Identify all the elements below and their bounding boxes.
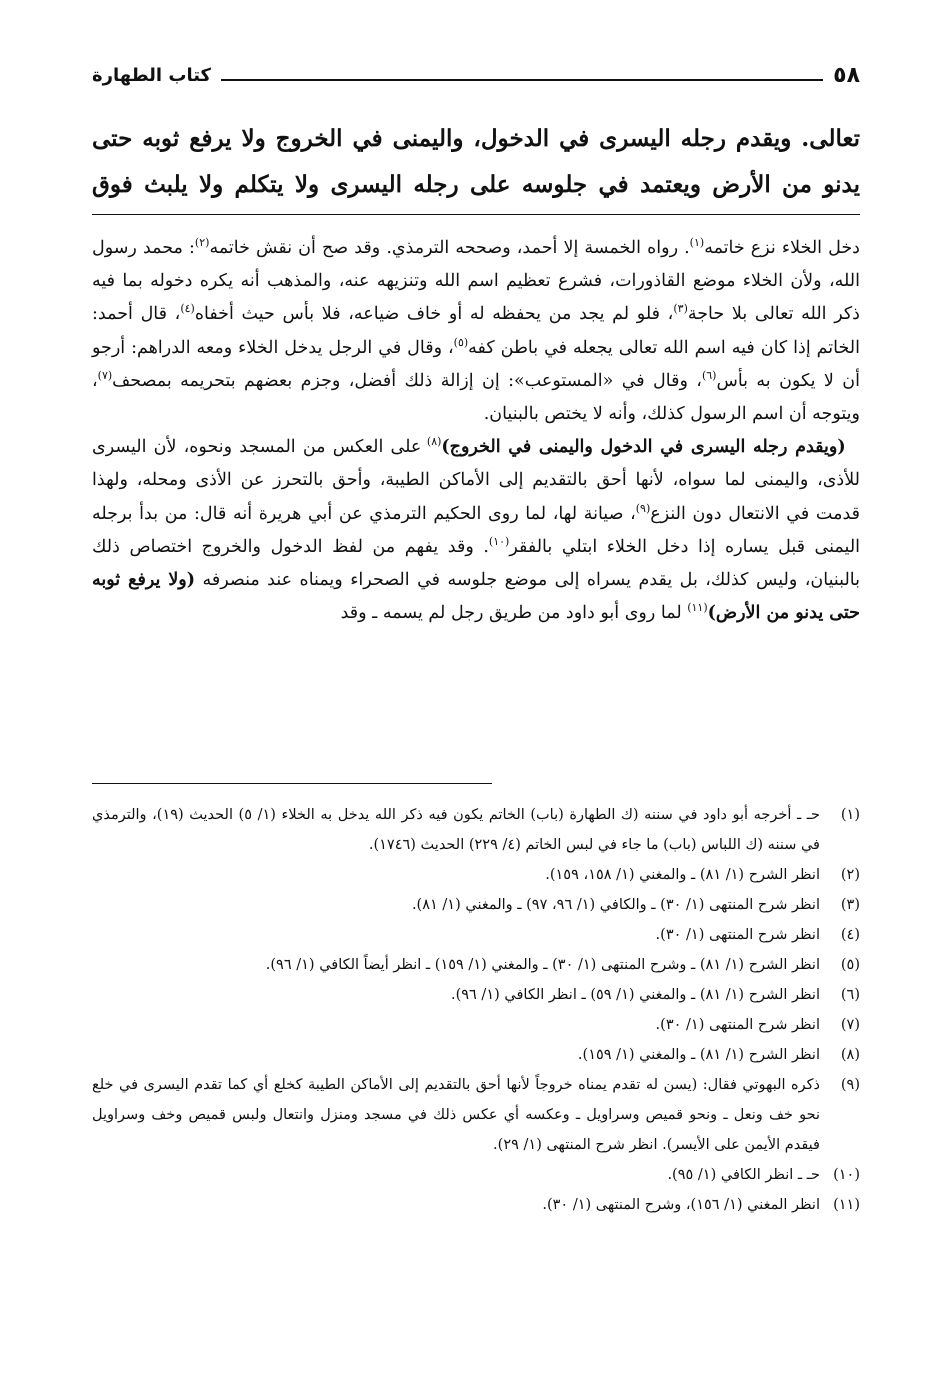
commentary bbox=[92, 232, 860, 630]
text-run: على العكس من المسجد ونحوه، لأن اليسرى للأذى، واليمنى لما سواه، لأنها أحق بالتقديم إلى الأماكن الطيبة، وأحق بالتحرز عن الأذى ومحله، ولهذا قدمت في الانتعال دون النزع bbox=[92, 437, 861, 524]
footnote-text: انظر الشرح (١/ ٨١) ـ وشرح المنتهى (١/ ٣٠) ـ والمغني (١/ ١٥٩) ـ انظر أيضاً الكافي (١/ ٩٦). bbox=[265, 957, 820, 973]
book-page bbox=[92, 0, 860, 1375]
footnote-text: انظر الشرح (١/ ٨١) ـ والمغني (١/ ١٥٨، ١٥٩). bbox=[545, 867, 820, 883]
footnote-divider bbox=[92, 783, 492, 784]
footnotes bbox=[92, 800, 860, 1220]
footnote bbox=[92, 950, 860, 980]
text-run: ، قال أحمد: الخاتم إذا كان فيه اسم الله تعالى يجعله في باطن كفه bbox=[92, 304, 861, 358]
footnote bbox=[92, 920, 860, 950]
matn-divider bbox=[92, 214, 860, 215]
footnote-text: انظر شرح المنتهى (١/ ٣٠). bbox=[655, 1017, 820, 1033]
footnote-text: حـ ـ أخرجه أبو داود في سننه (ك الطهارة (باب) الخاتم يكون فيه ذكر الله يدخل به الخلاء (١/ ٥) الحديث (١٩)، والترمذي في سننه (ك اللباس (باب) ما جاء في لبس الخاتم (٤/ ٢٢٩) الحديث (١٧٤٦). bbox=[92, 807, 820, 853]
footnote-text: انظر الشرح (١/ ٨١) ـ والمغني (١/ ٥٩) ـ انظر الكافي (١/ ٩٦). bbox=[450, 987, 820, 1003]
footnote-text: حـ ـ انظر الكافي (١/ ٩٥). bbox=[667, 1167, 820, 1183]
footnote bbox=[92, 1190, 860, 1220]
footnote-ref[interactable]: (١٠) bbox=[488, 535, 510, 548]
text-run: . رواه الخمسة إلا أحمد، وصححه الترمذي. وقد صح أن نقش خاتمه bbox=[209, 238, 690, 258]
footnote-number: (٤) bbox=[840, 927, 860, 943]
text-run: . وقد يفهم من لفظ الدخول والخروج اختصاص ذلك بالبنيان، وليس كذلك، بل يقدم يسراه إلى موضع جلوسه في الصحراء ويمناه عند منصرفه bbox=[92, 536, 860, 591]
text-run: دخل الخلاء نزع خاتمه bbox=[704, 238, 860, 258]
footnote-text: انظر الشرح (١/ ٨١) ـ والمغني (١/ ١٥٩). bbox=[577, 1047, 820, 1063]
footnote-number: (١١) bbox=[833, 1197, 860, 1213]
footnote-ref[interactable]: (٨) bbox=[426, 435, 442, 449]
commentary-paragraph bbox=[92, 431, 860, 630]
footnote-text: انظر شرح المنتهى (١/ ٣٠). bbox=[655, 927, 820, 943]
footnote bbox=[92, 890, 860, 920]
header-rule bbox=[221, 79, 823, 81]
footnote-ref[interactable]: (٧) bbox=[97, 368, 113, 382]
text-run: ، ويتوجه أن اسم الرسول كذلك، وأنه لا يختص بالبنيان. bbox=[92, 370, 860, 425]
footnote-ref[interactable]: (٣) bbox=[673, 302, 688, 316]
matn-text: تعالى. ويقدم رجله اليسرى في الدخول، واليمنى في الخروج ولا يرفع ثوبه حتى يدنو من الأرض ويعتمد في جلوسه على رجله اليسرى ولا يتكلم ولا يلبث فوق bbox=[92, 125, 860, 198]
footnote-number: (٨) bbox=[840, 1047, 860, 1063]
running-header bbox=[92, 58, 860, 92]
text-run: : محمد رسول الله، ولأن الخلاء موضع القاذورات، فشرع تعظيم اسم الله وتنزيهه عنه، والمذهب أنه يكره دخوله بما فيه ذكر الله تعالى بلا حاجة bbox=[92, 238, 860, 325]
footnote-ref[interactable]: (٢) bbox=[194, 236, 210, 250]
footnote-ref[interactable]: (٥) bbox=[453, 335, 469, 349]
running-title: كتاب الطهارة bbox=[92, 64, 212, 86]
commentary-paragraph bbox=[92, 232, 860, 431]
footnote bbox=[92, 860, 860, 890]
footnote-text: ذكره البهوتي فقال: (يسن له تقدم يمناه خروجاً لأنها أحق بالتقديم إلى الأماكن الطيبة كخلع أي كما تقدم اليسرى في خلع نحو خف ونعل ـ ونحو قميص وسراويل ـ وعكسه أي عكس ذلك في مسجد ومنزل وانتعال ولبس قميص وخف وسراويل فيقدم الأيمن على الأيسر). انظر شرح المنتهى (١/ ٢٩). bbox=[92, 1077, 820, 1153]
footnote-number: (٧) bbox=[840, 1017, 860, 1033]
footnote-number: (٦) bbox=[840, 987, 860, 1003]
footnote-number: (٩) bbox=[840, 1077, 860, 1093]
footnote bbox=[92, 800, 860, 860]
footnote bbox=[92, 1160, 860, 1190]
footnote-ref[interactable]: (٤) bbox=[180, 302, 195, 316]
quoted-matn: (ويقدم رجله اليسرى في الدخول واليمنى في الخروج) bbox=[441, 437, 846, 458]
text-run: ، وقال في الرجل يدخل الخلاء ومعه الدراهم: أرجو أن لا يكون به بأس bbox=[92, 337, 860, 391]
footnote-ref[interactable]: (٦) bbox=[701, 368, 717, 382]
text-run: ، فلو لم يجد من يحفظه له أو خاف ضياعه، فلا بأس حيث أخفاه bbox=[194, 304, 674, 325]
footnote-number: (١) bbox=[840, 807, 860, 823]
footnote-number: (١٠) bbox=[833, 1167, 860, 1183]
footnote-number: (٣) bbox=[840, 897, 860, 913]
text-run: لما روى أبو داود من طريق رجل لم يسمه ـ وقد bbox=[340, 603, 688, 624]
footnote-number: (٢) bbox=[840, 867, 860, 883]
footnote-number: (٥) bbox=[840, 957, 860, 973]
footnote-text: انظر المغني (١/ ١٥٦)، وشرح المنتهى (١/ ٣٠). bbox=[542, 1197, 820, 1213]
footnote bbox=[92, 1040, 860, 1070]
footnote-text: انظر شرح المنتهى (١/ ٣٠) ـ والكافي (١/ ٩٦، ٩٧) ـ والمغني (١/ ٨١). bbox=[411, 897, 820, 913]
footnote-ref[interactable]: (١١) bbox=[687, 601, 708, 615]
text-run: ، صيانة لها، لما روى الحكيم الترمذي عن أبي هريرة أنه قال: من بدأ برجله اليمنى قبل يساره إذا دخل الخلاء ابتلي بالفقر bbox=[92, 503, 861, 557]
text-run: ، وقال في «المستوعب»: إن إزالة ذلك أفضل، وجزم بعضهم بتحريمه بمصحف bbox=[112, 370, 702, 391]
page-number: ٥٨ bbox=[833, 62, 860, 88]
quoted-matn: (ولا يرفع ثوبه حتى يدنو من الأرض) bbox=[92, 570, 860, 624]
footnote bbox=[92, 1010, 860, 1040]
footnote bbox=[92, 980, 860, 1010]
footnote bbox=[92, 1070, 860, 1160]
footnote-ref[interactable]: (١) bbox=[689, 236, 705, 250]
footnote-ref[interactable]: (٩) bbox=[635, 501, 651, 515]
